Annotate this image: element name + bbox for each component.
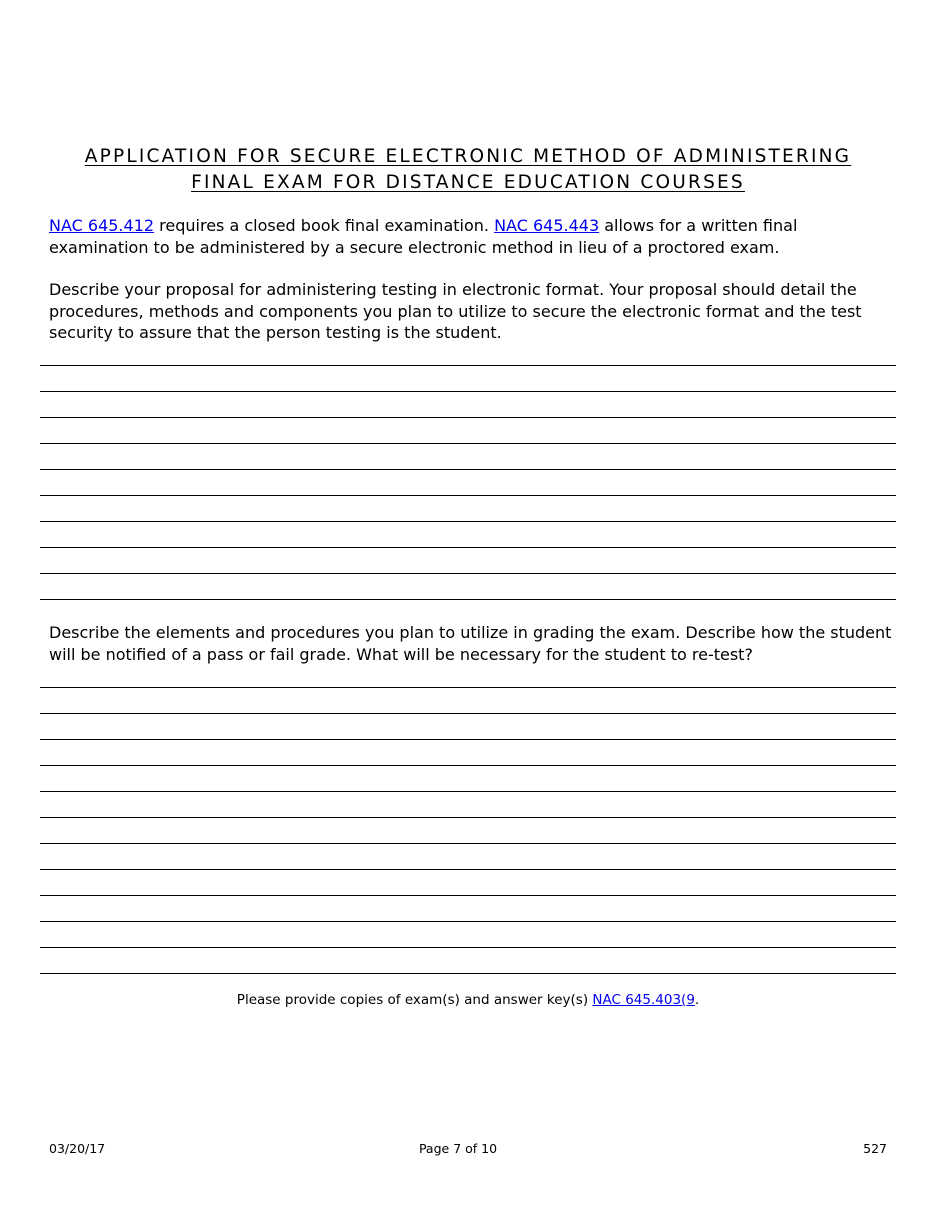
note-text: Please provide copies of exam(s) and answer key(s) — [236, 992, 593, 1008]
answer-line[interactable] — [40, 687, 896, 713]
exam-copies-note — [0, 992, 936, 1008]
answer-line[interactable] — [40, 843, 896, 869]
answer-line[interactable] — [40, 921, 896, 947]
nac-645-443-link[interactable]: NAC 645.443 — [494, 216, 600, 235]
intro-text-1: requires a closed book final examination. — [154, 216, 495, 235]
answer-line[interactable] — [40, 947, 896, 973]
answer-line[interactable] — [40, 417, 896, 443]
answer-line[interactable] — [40, 521, 896, 547]
intro-text-2: allows for a written final examination to be administered by a secure electronic method in lieu of a proctored exam. — [49, 216, 798, 257]
answer-line[interactable] — [40, 973, 896, 974]
answer-line[interactable] — [40, 599, 896, 600]
footer-date: 03/20/17 — [49, 1141, 106, 1156]
question-2-text: Describe the elements and procedures you plan to utilize in grading the exam. Describe how the student will be notified of a pass or fail grade. What will be necessary for the student to re-test? — [49, 623, 892, 664]
title-line-2: FINAL EXAM FOR DISTANCE EDUCATION COURSES — [191, 172, 745, 193]
answer-line[interactable] — [40, 495, 896, 521]
answer-line[interactable] — [40, 817, 896, 843]
question-1-text: Describe your proposal for administering testing in electronic format. Your proposal should detail the procedures, methods and components you plan to utilize to secure the electronic format and the test security to assure that the person testing is the student. — [49, 280, 862, 342]
answer-line[interactable] — [40, 573, 896, 599]
answer-2-lines[interactable] — [40, 687, 896, 974]
answer-line[interactable] — [40, 895, 896, 921]
form-title — [0, 144, 936, 196]
nac-645-403-link[interactable]: NAC 645.403(9 — [592, 992, 695, 1008]
title-line-1: APPLICATION FOR SECURE ELECTRONIC METHOD OF ADMINISTERING — [84, 146, 852, 167]
intro-paragraph — [49, 215, 894, 258]
answer-line[interactable] — [40, 869, 896, 895]
answer-line[interactable] — [40, 713, 896, 739]
answer-line[interactable] — [40, 739, 896, 765]
answer-line[interactable] — [40, 791, 896, 817]
note-suffix: . — [694, 992, 700, 1008]
answer-line[interactable] — [40, 443, 896, 469]
answer-line[interactable] — [40, 765, 896, 791]
nac-645-412-link[interactable]: NAC 645.412 — [49, 216, 155, 235]
answer-1-lines[interactable] — [40, 365, 896, 600]
answer-line[interactable] — [40, 365, 896, 391]
footer-form-code: 527 — [863, 1141, 887, 1156]
footer-page-number: Page 7 of 10 — [418, 1141, 498, 1156]
answer-line[interactable] — [40, 391, 896, 417]
answer-line[interactable] — [40, 547, 896, 573]
answer-line[interactable] — [40, 469, 896, 495]
